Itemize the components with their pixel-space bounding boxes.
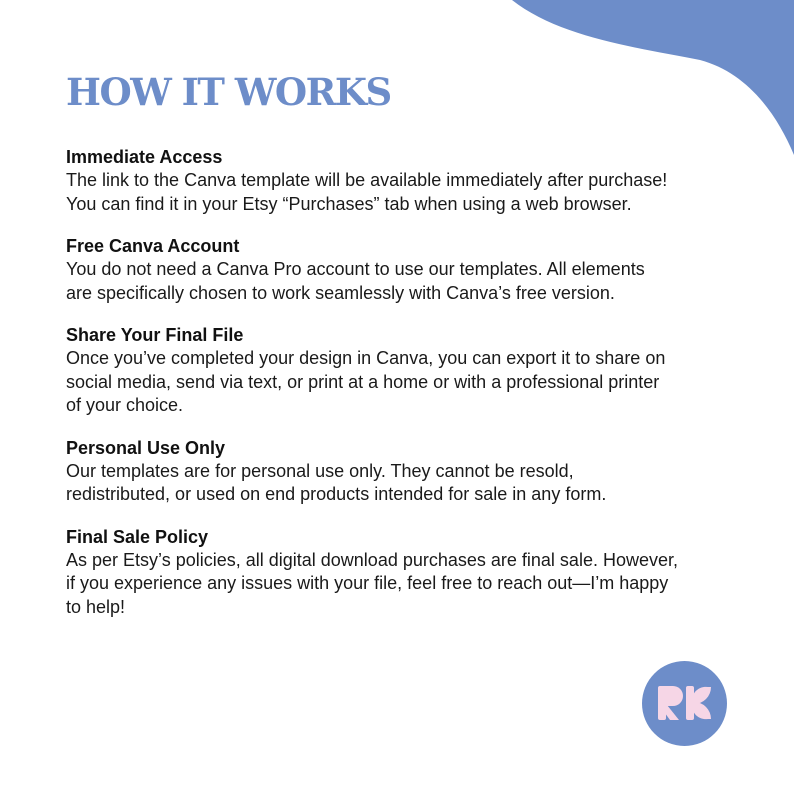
section-body: Our templates are for personal use only. They cannot be resold, redistributed, or used on end products intended for sale in any form.	[66, 460, 607, 504]
section-body: Once you’ve completed your design in Canva, you can export it to share on social media, send via text, or print at a home or with a professional printer of your choice.	[66, 348, 666, 415]
section-personal-use-only	[66, 437, 726, 507]
section-heading: Personal Use Only	[66, 437, 226, 458]
section-heading: Free Canva Account	[66, 236, 240, 256]
brand-logo	[642, 661, 727, 746]
section-body: The link to the Canva template will be available immediately after purchase! You can find it in your Etsy “Purchases” tab when using a web browser.	[66, 170, 668, 214]
section-heading: Final Sale Policy	[66, 526, 209, 547]
section-final-sale-policy	[66, 526, 726, 620]
section-immediate-access	[66, 146, 726, 216]
section-heading: Immediate Access	[66, 147, 223, 167]
rk-monogram-icon	[642, 661, 727, 746]
section-heading: Share Your Final File	[66, 325, 244, 345]
page-title: HOW IT WORKS	[66, 70, 391, 114]
section-body: As per Etsy’s policies, all digital download purchases are final sale. However, if you experience any issues with your file, feel free to reach out—I’m happy to help!	[66, 549, 678, 617]
section-body: You do not need a Canva Pro account to use our templates. All elements are specifically chosen to work seamlessly with Canva’s free version.	[66, 259, 645, 303]
info-sections	[66, 146, 726, 638]
section-free-canva-account	[66, 235, 726, 305]
section-share-final-file	[66, 324, 726, 418]
